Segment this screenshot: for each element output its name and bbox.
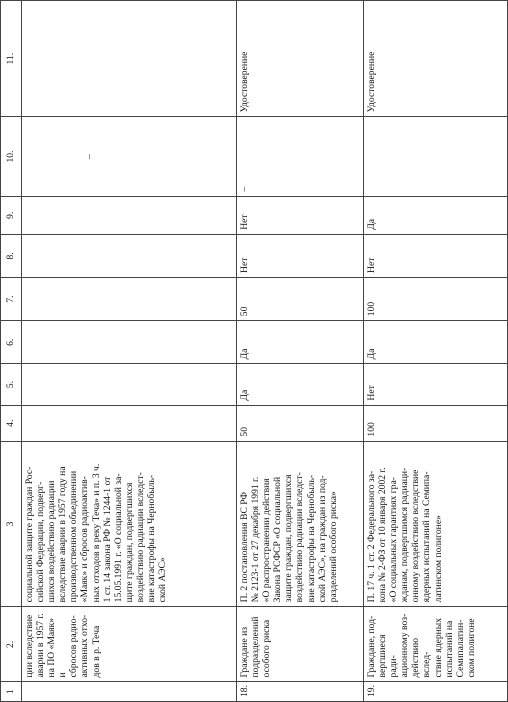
value-cell: 50	[237, 405, 364, 441]
value-cell	[22, 277, 237, 320]
category-cell: Граждане из подразделений особого риска	[237, 607, 364, 682]
document-cell: Удостоверение	[237, 1, 364, 117]
header-cell: 5.	[1, 364, 22, 405]
header-cell: 8.	[1, 234, 22, 277]
value-cell: Да	[237, 321, 364, 364]
category-cell: Граждане, под- вергшиеся ради- ационному воз- действию вслед- ствие ядерных испытаний на Семипалатин- ском полигоне	[364, 607, 508, 682]
value-cell: 100	[364, 405, 508, 441]
value-cell	[22, 321, 237, 364]
row-number: 19.	[364, 682, 508, 702]
value-cell: 100	[364, 277, 508, 320]
value-cell: Нет	[237, 234, 364, 277]
value-cell: Нет	[364, 364, 508, 405]
header-cell: 4.	[1, 405, 22, 441]
header-cell: 11.	[1, 1, 22, 117]
legal-basis-cell: П. 17 ч. 1 ст. 2 Федерального за- кона № 2-ФЗ от 10 января 2002 г. «О социальных гарантиях гра- жданам, подвергшимся радиаци- онному воздействию вследствие ядерных испытаний на Семипа- латинском полигоне»	[364, 441, 508, 607]
table-row	[22, 1, 237, 702]
value-cell: Да	[237, 364, 364, 405]
legal-basis-cell: П. 2 постановления ВС РФ № 2123-1 от 27 декабря 1991 г. «О распространении действия Закона РСФСР «О социальной защите граждан, подвергшихся воздействию радиации вследст- вие катастрофы на Чернобыль- ской АЭС», на граждан из под- разделений особого риска»	[237, 441, 364, 607]
header-cell: 7.	[1, 277, 22, 320]
value-cell: Нет	[237, 196, 364, 234]
value-cell: Да	[364, 196, 508, 234]
category-cell: ции вследствие аварии в 1957 г. на ПО «Маяк» и сбросов радио- активных отхо- дов в р. Теча	[22, 607, 237, 682]
value-cell: –	[237, 117, 364, 196]
header-cell: 6.	[1, 321, 22, 364]
value-cell	[22, 234, 237, 277]
table-row	[237, 1, 364, 702]
header-cell: 3	[1, 441, 22, 607]
document-cell: Удостоверение	[364, 1, 508, 117]
legal-basis-cell: социальной защите граждан Рос- сийской Федерации, подверг- шихся воздействию радиации вследствие аварии в 1957 году на производственном объединении «Маяк» и сбросов радиоактив- ных отходов в реку Теча» и п. 3 ч. 1 ст. 14 закона РФ № 1244-1 от 15.05.1991 г. «О социальной за- щите граждан, подвергшихся воздействию радиации вследст- вие катастрофы на Чернобыль- ской АЭС»	[22, 441, 237, 607]
value-cell	[22, 364, 237, 405]
row-number: 18.	[237, 682, 364, 702]
value-cell	[22, 196, 237, 234]
value-cell: –	[22, 117, 237, 196]
row-number	[22, 682, 237, 702]
header-cell: 1	[1, 682, 22, 702]
header-row	[1, 1, 22, 702]
value-cell	[22, 405, 237, 441]
header-cell: 2.	[1, 607, 22, 682]
value-cell: 50	[237, 277, 364, 320]
document-cell	[22, 1, 237, 117]
value-cell: Нет	[364, 234, 508, 277]
header-cell: 10.	[1, 117, 22, 196]
header-cell: 9.	[1, 196, 22, 234]
value-cell	[364, 117, 508, 196]
value-cell: Да	[364, 321, 508, 364]
table-row	[364, 1, 508, 702]
